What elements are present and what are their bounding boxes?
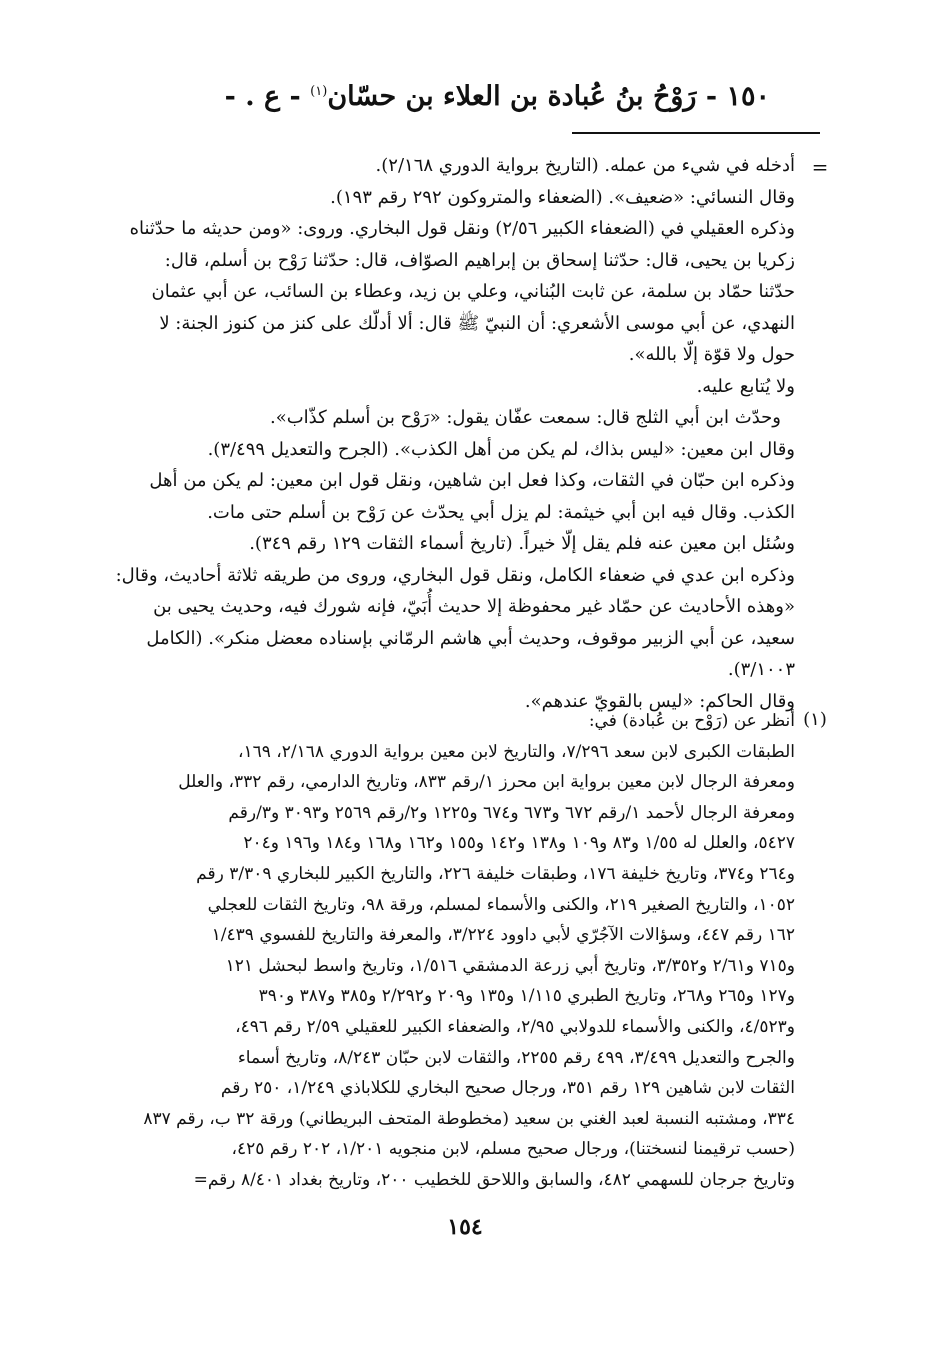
- body-line: وذكره العقيلي في (الضعفاء الكبير ٢/٥٦) ونقل قول البخاري. وروى: «ومن حديثه ما حدّثناه: [129, 218, 795, 239]
- main-text: [95, 150, 795, 717]
- body-line: ولا يُتابع عليه.: [696, 375, 795, 397]
- footnote-line: ٥٤٢٧، والعلل له ١/٥٥ و٨٣ و١٠٩ و١٣٨ و١٤٢ و١٥٥ و١٦٢ و١٦٨ و١٨٤ و١٩٦ و٢٠٤: [243, 833, 795, 854]
- body-line: وقال الحاكم: «ليس بالقويّ عندهم».: [524, 690, 795, 712]
- footnote-line: ومعرفة الرجال لأحمد ١/رقم ٦٧٢ و٦٧٣ و٦٧٤ و١٢٢٥ و٢/رقم ٢٥٦٩ و٣٠٩٣ و٣/رقم: [228, 802, 795, 823]
- footnote-line: ١٦٢ رقم ٤٤٧، وسؤالات الآجُرّي لأبي داوود ٣/٢٢٤، والمعرفة والتاريخ للفسوي ١/٤٣٩: [211, 925, 795, 946]
- footnote-line: والجرح والتعديل ٣/٤٩٩، ٤٩٩ رقم ٢٢٥٥، والثقات لابن حبّان ٨/٢٤٣، وتاريخ أسماء: [237, 1047, 795, 1068]
- body-line: «وهذه الأحاديث عن حمّاد غير محفوظة إلا حديث أُبَيّ، فإنه شورك فيه، وحديث يحيى بن: [153, 596, 795, 617]
- footnote-line: ومعرفة الرجال لابن معين برواية ابن محرز ١/رقم ٨٣٣، وتاريخ الدارمي، رقم ٣٣٢، والعلل: [178, 772, 795, 793]
- body-line: وذكره ابن حبّان في الثقات، وكذا فعل ابن شاهين، ونقل قول ابن معين: لم يكن من أهل: [149, 470, 795, 491]
- body-line: وقال النسائي: «ضعيف». (الضعفاء والمتروكون ٢٩٢ رقم ١٩٣).: [330, 186, 795, 208]
- body-line: حول ولا قوّة إلّا بالله».: [628, 344, 795, 365]
- body-line: حدّثنا حمّاد بن سلمة، عن ثابت البُناني، وعلي بن زيد، وعطاء بن السائب، عن أبي عثمان: [151, 281, 795, 302]
- footnote-line: ١٠٥٢، والتاريخ الصغير ٢١٩، والكنى والأسماء لمسلم، ورقة ٩٨، وتاريخ الثقات للعجلي: [207, 894, 795, 915]
- body-line: زكريا بن يحيى، قال: حدّثنا إسحاق بن إبراهيم الصوّاف، قال: حدّثنا رَوْح بن أسلم، قال:: [164, 249, 795, 271]
- title-rule: [572, 132, 820, 134]
- footnote-line: و٤/٥٢٣، والكنى والأسماء للدولابي ٢/٩٥، والضعفاء الكبير للعقيلي ٢/٥٩ رقم ٤٩٦،: [235, 1016, 795, 1037]
- footnote-line: ٣٣٤، ومشتبه النسبة لعبد الغني بن سعيد (مخطوطة المتحف البريطاني) ورقة ٣٢ ب، رقم ٨٣٧: [143, 1108, 795, 1129]
- entry-title: [224, 70, 770, 119]
- footnote-line: الطبقات الكبرى لابن سعد ٧/٢٩٦، والتاريخ لابن معين برواية الدوري ٢/١٦٨، ١٦٩،: [238, 741, 795, 762]
- footnote-line: وتاريخ جرجان للسهمي ٤٨٢، والسابق واللاحق للخطيب ٢٠٠، وتاريخ بغداد ٨/٤٠١ رقم=: [193, 1169, 795, 1190]
- footnote-line: و٧١٥ و٢/٦١ و٣/٣٥٢، وتاريخ أبي زرعة الدمشقي ١/٥١٦، وتاريخ واسط لبحشل ١٢١: [225, 955, 795, 976]
- footnote-marker: (١): [803, 709, 827, 730]
- body-line: ٣/١٠٠٣).: [727, 659, 795, 680]
- title-footnote-ref: (١): [310, 84, 328, 99]
- body-line: أدخله في شيء من عمله. (التاريخ برواية الدوري ٢/١٦٨).: [375, 155, 795, 176]
- footnote-line: (حسب ترقيمنا لنسختنا)، ورجال صحيح مسلم، لابن منجويه ١/٢٠١، ٢٠٢ رقم ٤٢٥،: [231, 1139, 795, 1160]
- body-line: سعيد، عن أبي الزبير موقوف، وحديث أبي هاشم الرمّاني بإسناده معضل منكر». (الكامل: [146, 627, 795, 649]
- entry-title-text: ١٥٠ - رَوْحُ بنُ عُبادة بن العلاء بن حسّان: [327, 81, 770, 112]
- body-line: وحدّث ابن أبي الثلج قال: سمعت عفّان يقول: «رَوْح بن أسلم كذّاب».: [269, 407, 781, 428]
- page-number: ١٥٤: [447, 1214, 483, 1240]
- body-line: الكذب. وقال فيه ابن أبي خيثمة: لم يزل أبي يحدّث عن رَوْح بن أسلم حتى مات.: [207, 501, 795, 523]
- body-line: النهدي، عن أبي موسى الأشعري: أن النبيّ ﷺ قال: ألا أدلّك على كنز من كنوز الجنة: لا: [159, 312, 795, 334]
- body-line: وسُئل ابن معين عنه فلم يقل إلّا خيراً. (تاريخ أسماء الثقات ١٢٩ رقم ٣٤٩).: [249, 533, 795, 554]
- body-line: وذكره ابن عدي في ضعفاء الكامل، ونقل قول البخاري، وروى من طريقه ثلاثة أحاديث، وقال:: [115, 564, 795, 586]
- footnote-line: و٢٦٤ و٣٧٤، وتاريخ خليفة ١٧٦، وطبقات خليفة ٢٢٦، والتاريخ الكبير للبخاري ٣/٣٠٩ رقم: [196, 863, 795, 884]
- footnote: [80, 706, 795, 1196]
- footnote-line: و١٢٧ و٢٦٥ و٢٦٨، وتاريخ الطبري ١/١١٥ و١٣٥ و٢٠٩ و٢/٢٩٢ و٣٨٥ و٣٨٧ و٣٩٠: [258, 986, 795, 1007]
- body-line: وقال ابن معين: «ليس بذاك، لم يكن من أهل الكذب». (الجرح والتعديل ٣/٤٩٩).: [207, 438, 795, 460]
- footnote-line: الثقات لابن شاهين ١٢٩ رقم ٣٥١، ورجال صحيح البخاري للكلاباذي ١/٢٤٩، ٢٥٠ رقم: [220, 1078, 795, 1099]
- entry-tag: - ع . -: [224, 81, 311, 112]
- footnote-line: أنظر عن (رَوْح بن عُبادة) في:: [588, 711, 795, 731]
- continuation-mark: =: [811, 155, 829, 179]
